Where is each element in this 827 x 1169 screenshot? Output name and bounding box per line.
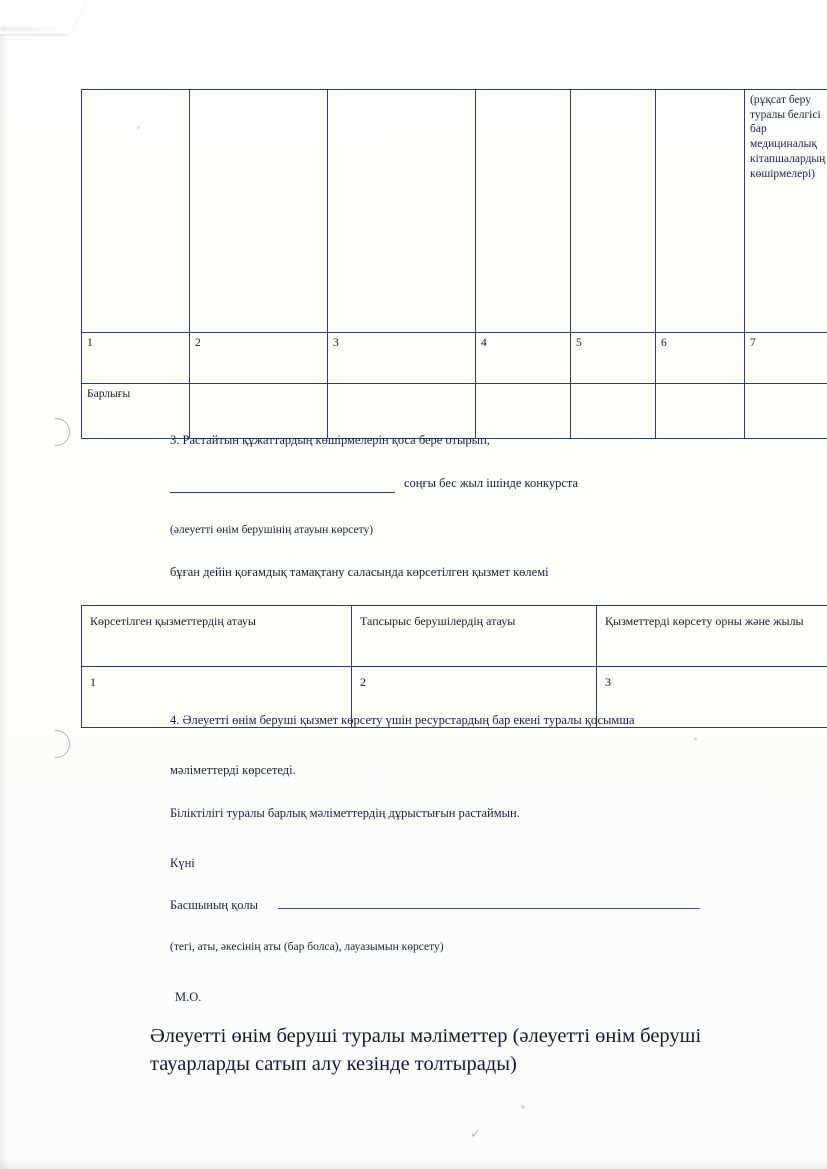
table-cell-empty: [656, 90, 745, 333]
section3-line-2: соңғы бес жыл ішінде конкурста: [404, 476, 579, 490]
services-column-number-3: 3: [597, 667, 827, 728]
seal-label: М.О.: [175, 990, 202, 1004]
scan-speck: [521, 1105, 525, 1109]
section3-line-3: бұған дейін қоғамдық тамақтану саласында көрсетілген қызмет көлемі: [170, 565, 549, 579]
signature-label: Басшының қолы: [170, 898, 258, 912]
table-cell-empty: [328, 384, 476, 439]
services-header-name: Көрсетілген қызметтердің атауы: [82, 606, 352, 667]
bottom-heading: [150, 1022, 790, 1079]
column-number-6: 6: [656, 333, 745, 384]
column-number-4: 4: [476, 333, 571, 384]
section3-line-1: 3. Растайтын құжаттардың көшірмелерін қоса бере отырып,: [170, 433, 490, 447]
scan-speck: [694, 737, 697, 741]
table-row-headers: [82, 606, 827, 667]
date-label: Күні: [170, 856, 195, 870]
table-cell-empty: [656, 384, 745, 439]
signature-blank-line: [278, 908, 700, 909]
column-number-3: 3: [328, 333, 476, 384]
bottom-heading-line-2: тауарларды сатып алу кезінде толтырады): [150, 1053, 517, 1076]
scan-pen-mark-icon: ✓: [470, 1126, 481, 1141]
table-cell-empty: [476, 90, 571, 333]
services-column-number-2: 2: [352, 667, 597, 728]
services-header-place-year: Қызметтерді көрсету орны және жылы: [597, 606, 827, 667]
page-left-edge-shadow: [0, 34, 8, 1169]
table-cell-empty: [745, 384, 827, 439]
services-volume-table: [81, 605, 827, 728]
table-cell-empty: [328, 90, 476, 333]
column-number-7: 7: [745, 333, 827, 384]
page-corner-shadow: [0, 27, 72, 31]
section4-line-2: мәліметтерді көрсетеді.: [170, 763, 296, 777]
bottom-heading-line-1: Әлеуетті өнім беруші туралы мәліметтер (әлеуетті өнім беруші: [150, 1025, 702, 1047]
services-column-number-1: 1: [82, 667, 352, 728]
scan-speck: [137, 126, 140, 129]
table-cell-empty: [190, 90, 328, 333]
table-header-note: (рұқсат беру туралы белгісі бар медициналық кітапшалардың көшірмелері): [745, 90, 827, 333]
column-number-2: 2: [190, 333, 328, 384]
section4-line-3: Біліктілігі туралы барлық мәліметтердің дұрыстығын растаймын.: [170, 806, 520, 820]
table-row-column-numbers: [82, 333, 827, 384]
qualification-top-table: [81, 89, 827, 439]
signature-note: (тегі, аты, әкесінің аты (бар болса), лауазымын көрсету): [170, 941, 444, 953]
table-cell-empty: [82, 90, 190, 333]
table-cell-empty: [190, 384, 328, 439]
supplier-name-blank-line: [170, 492, 395, 493]
table-cell-empty: [571, 90, 656, 333]
total-label: Барлығы: [82, 384, 190, 439]
table-row-total: [82, 384, 827, 439]
page-bottom-edge-shadow: [0, 1159, 827, 1169]
column-number-5: 5: [571, 333, 656, 384]
table-cell-empty: [571, 384, 656, 439]
services-header-customers: Тапсырыс берушілердің атауы: [352, 606, 597, 667]
section4-line-1: 4. Әлеуетті өнім беруші қызмет көрсету үшін ресурстардың бар екені туралы қосымша: [170, 713, 635, 727]
column-number-1: 1: [82, 333, 190, 384]
table-row: [82, 90, 827, 333]
table-cell-empty: [476, 384, 571, 439]
section3-note: (әлеуетті өнім берушінің атауын көрсету): [170, 524, 374, 536]
